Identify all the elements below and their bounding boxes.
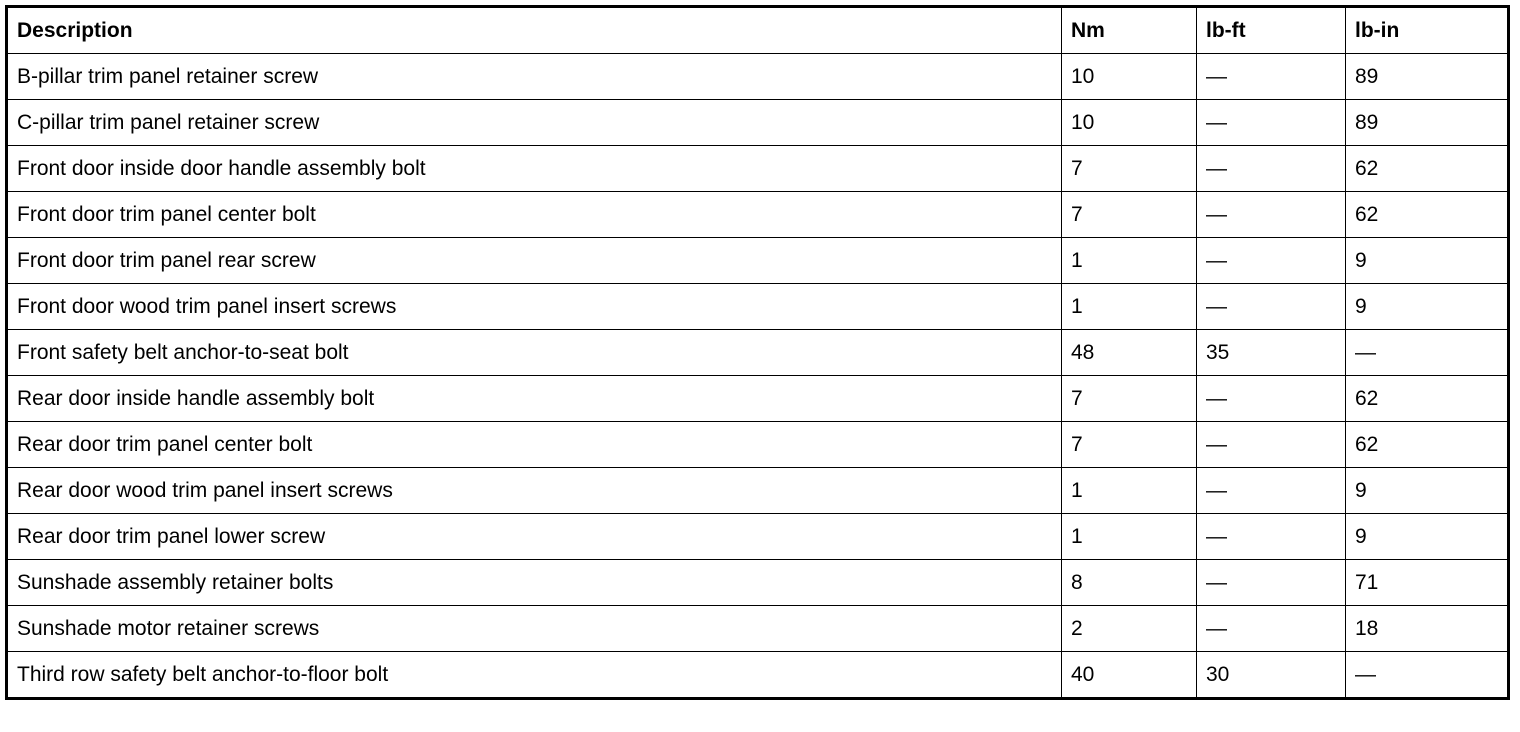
table-row [7, 100, 1509, 146]
lb-ft-cell: — [1197, 146, 1346, 192]
table-row [7, 238, 1509, 284]
lb-in-cell: 9 [1346, 468, 1509, 514]
table-row [7, 192, 1509, 238]
lb-ft-cell: — [1197, 192, 1346, 238]
lb-in-cell: 62 [1346, 422, 1509, 468]
table-row [7, 330, 1509, 376]
nm-cell: 10 [1062, 100, 1197, 146]
lb-in-cell: 18 [1346, 606, 1509, 652]
column-header-lb-ft: lb-ft [1197, 7, 1346, 54]
lb-ft-cell: — [1197, 514, 1346, 560]
description-cell: Front safety belt anchor-to-seat bolt [7, 330, 1062, 376]
table-row [7, 284, 1509, 330]
nm-cell: 10 [1062, 54, 1197, 100]
description-cell: Third row safety belt anchor-to-floor bolt [7, 652, 1062, 699]
description-cell: Rear door inside handle assembly bolt [7, 376, 1062, 422]
column-header-lb-in: lb-in [1346, 7, 1509, 54]
lb-ft-cell: — [1197, 468, 1346, 514]
lb-in-cell: 89 [1346, 54, 1509, 100]
nm-cell: 40 [1062, 652, 1197, 699]
nm-cell: 7 [1062, 376, 1197, 422]
table-row [7, 652, 1509, 699]
lb-in-cell: 9 [1346, 238, 1509, 284]
table-row [7, 606, 1509, 652]
nm-cell: 1 [1062, 284, 1197, 330]
lb-ft-cell: — [1197, 238, 1346, 284]
nm-cell: 7 [1062, 192, 1197, 238]
lb-ft-cell: 35 [1197, 330, 1346, 376]
header-row [7, 7, 1509, 54]
lb-in-cell: 89 [1346, 100, 1509, 146]
lb-in-cell: — [1346, 652, 1509, 699]
table-row [7, 422, 1509, 468]
lb-in-cell: 62 [1346, 192, 1509, 238]
lb-ft-cell: — [1197, 376, 1346, 422]
description-cell: Rear door trim panel lower screw [7, 514, 1062, 560]
table-row [7, 146, 1509, 192]
nm-cell: 1 [1062, 514, 1197, 560]
table-row [7, 468, 1509, 514]
nm-cell: 48 [1062, 330, 1197, 376]
lb-in-cell: 9 [1346, 514, 1509, 560]
column-header-nm: Nm [1062, 7, 1197, 54]
lb-ft-cell: — [1197, 54, 1346, 100]
lb-in-cell: 71 [1346, 560, 1509, 606]
torque-specification-table [5, 5, 1510, 700]
lb-ft-cell: 30 [1197, 652, 1346, 699]
description-cell: Sunshade motor retainer screws [7, 606, 1062, 652]
lb-in-cell: 62 [1346, 376, 1509, 422]
table-row [7, 376, 1509, 422]
nm-cell: 1 [1062, 468, 1197, 514]
description-cell: Sunshade assembly retainer bolts [7, 560, 1062, 606]
lb-in-cell: 62 [1346, 146, 1509, 192]
nm-cell: 2 [1062, 606, 1197, 652]
description-cell: Front door trim panel center bolt [7, 192, 1062, 238]
nm-cell: 8 [1062, 560, 1197, 606]
description-cell: Front door wood trim panel insert screws [7, 284, 1062, 330]
description-cell: Front door trim panel rear screw [7, 238, 1062, 284]
nm-cell: 7 [1062, 146, 1197, 192]
description-cell: Rear door trim panel center bolt [7, 422, 1062, 468]
description-cell: C-pillar trim panel retainer screw [7, 100, 1062, 146]
nm-cell: 1 [1062, 238, 1197, 284]
lb-ft-cell: — [1197, 284, 1346, 330]
description-cell: Rear door wood trim panel insert screws [7, 468, 1062, 514]
description-cell: Front door inside door handle assembly bolt [7, 146, 1062, 192]
column-header-description: Description [7, 7, 1062, 54]
lb-ft-cell: — [1197, 422, 1346, 468]
nm-cell: 7 [1062, 422, 1197, 468]
table-row [7, 54, 1509, 100]
lb-ft-cell: — [1197, 100, 1346, 146]
lb-in-cell: — [1346, 330, 1509, 376]
table-row [7, 514, 1509, 560]
lb-ft-cell: — [1197, 560, 1346, 606]
lb-in-cell: 9 [1346, 284, 1509, 330]
lb-ft-cell: — [1197, 606, 1346, 652]
description-cell: B-pillar trim panel retainer screw [7, 54, 1062, 100]
table-row [7, 560, 1509, 606]
